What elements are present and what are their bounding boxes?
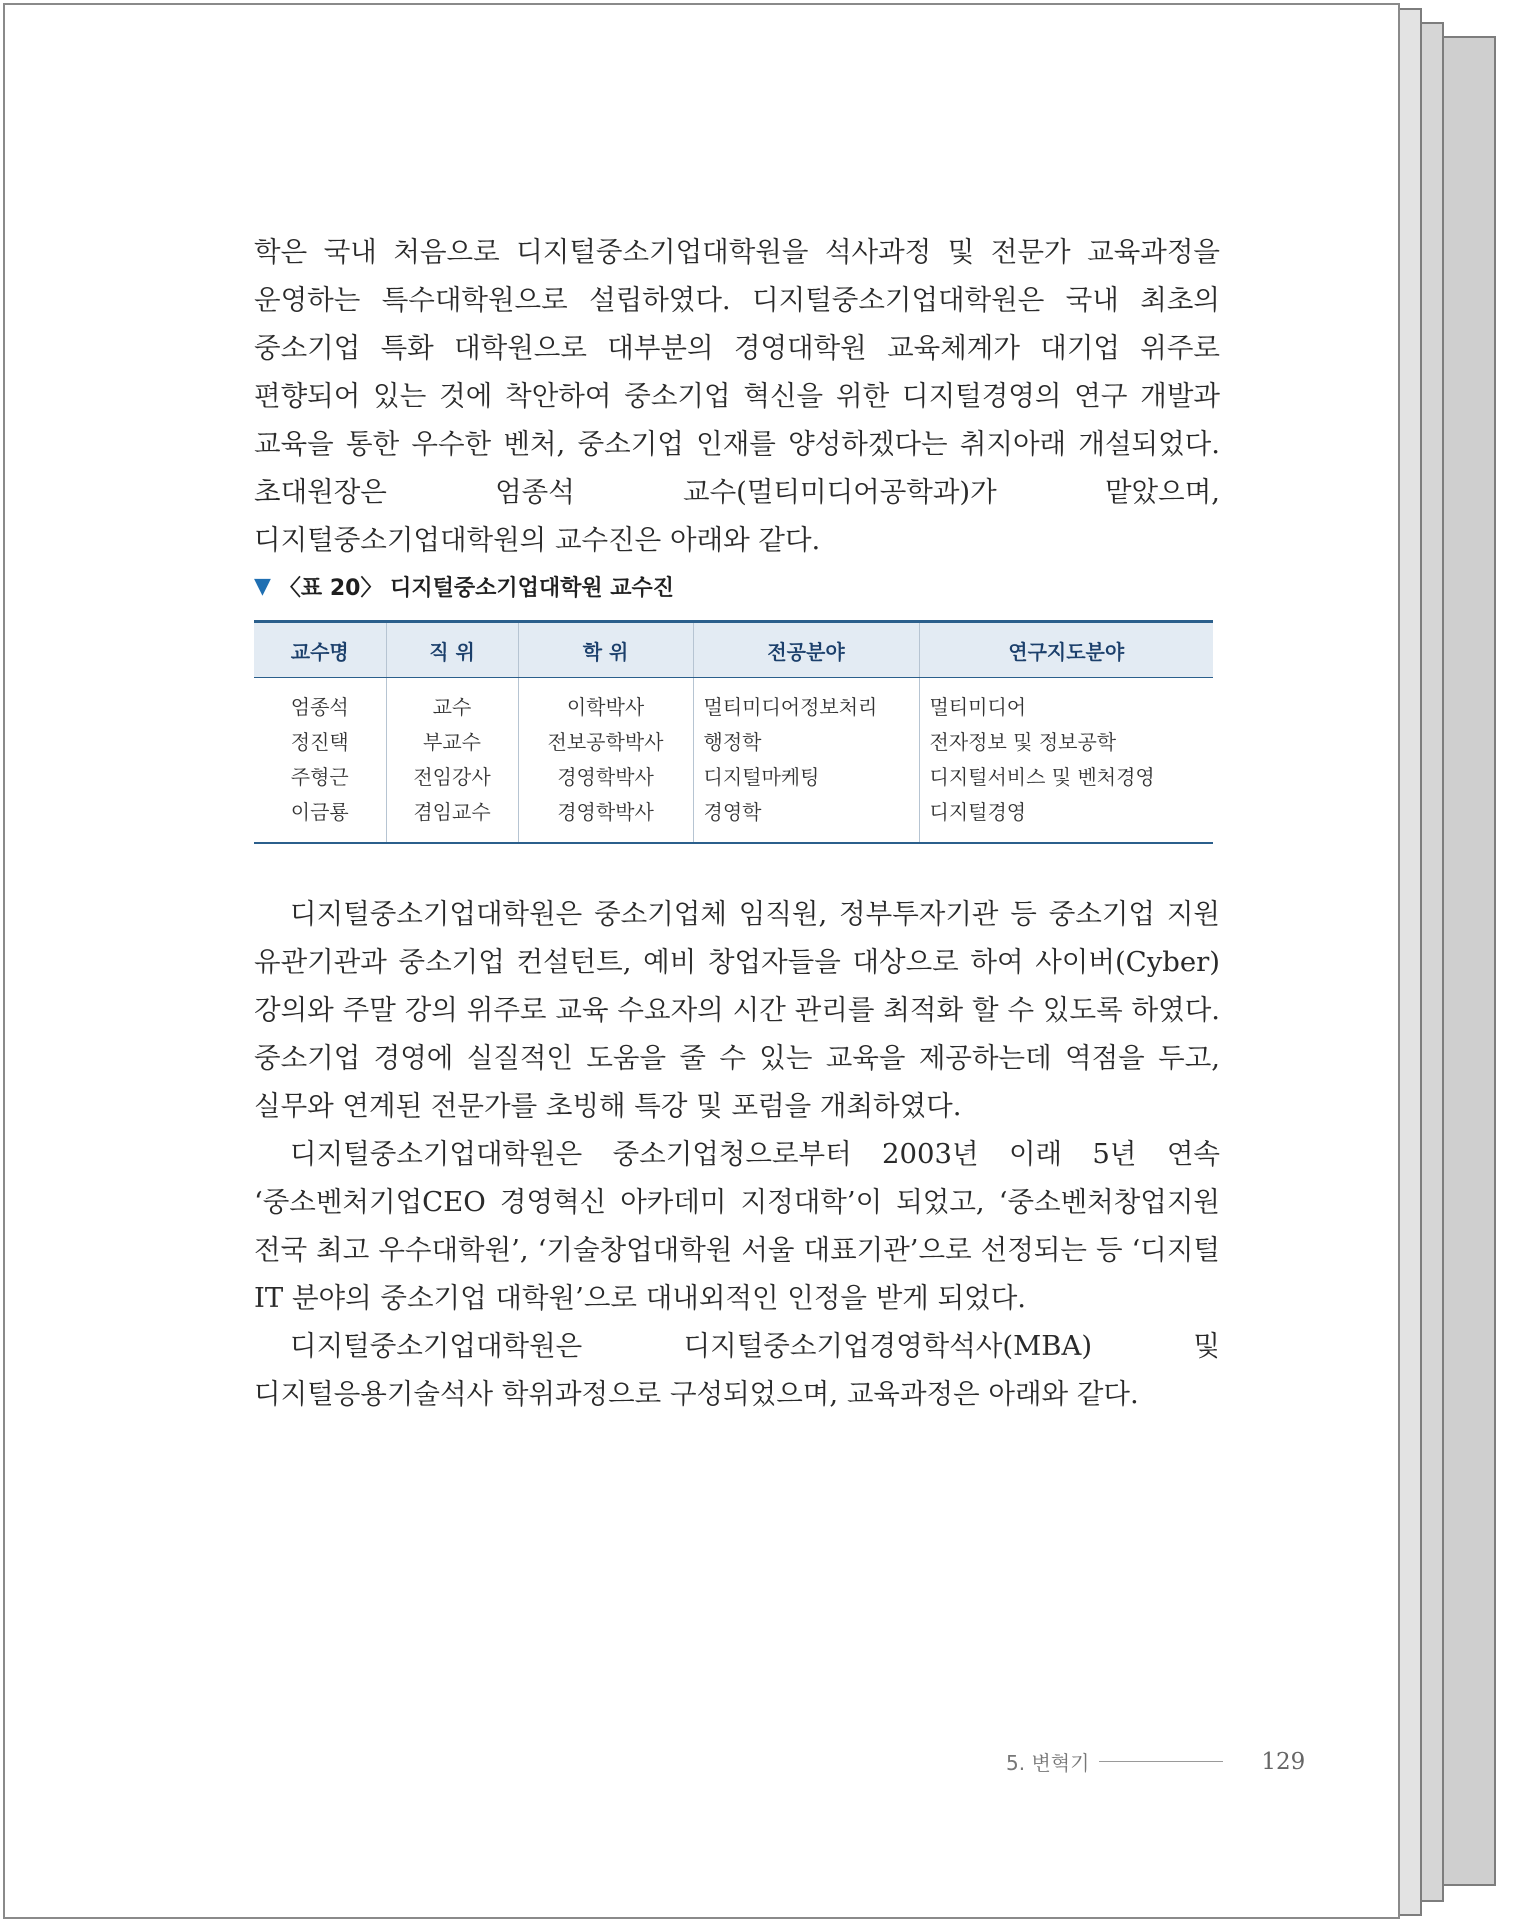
cell-major: 디지털마케팅 — [693, 760, 919, 795]
triangle-down-icon: ▼ — [254, 574, 271, 599]
header-position: 직 위 — [386, 622, 518, 678]
cell-name: 주형근 — [290, 765, 349, 789]
header-degree: 학 위 — [518, 622, 693, 678]
table-row — [254, 760, 1213, 795]
footer-chapter: 5. 변혁기 — [1006, 1751, 1090, 1775]
header-research: 연구지도분야 — [919, 622, 1213, 678]
page-stack-edge — [1440, 36, 1496, 1886]
cell-major: 행정학 — [693, 725, 919, 760]
cell-name: 이금룡 — [254, 795, 386, 843]
faculty-table — [254, 620, 1213, 844]
cell-position: 교수 — [386, 678, 518, 726]
paragraph-intro: 학은 국내 처음으로 디지털중소기업대학원을 석사과정 및 전문가 교육과정을 운영하는 특수대학원으로 설립하였다. 디지털중소기업대학원은 국내 최초의 중소기업 특화 대학원으로 대부분의 경영대학원 교육체계가 대기업 위주로 편향되어 있는 것에 착안하여 중소기업 혁신을 위한 디지털경영의 연구 개발과 교육을 통한 우수한 벤처, 중소기업 인재를 양성하겠다는 취지아래 개설되었다. 초대원장은 엄종석 교수(멀티미디어공학과)가 맡았으며, 디지털중소기업대학원의 교수진은 아래와 같다. — [254, 236, 1220, 556]
table-caption-text: 〈표 20〉 디지털중소기업대학원 교수진 — [278, 576, 675, 601]
table-row — [254, 678, 1213, 726]
table-caption — [254, 571, 674, 602]
header-major: 전공분야 — [693, 622, 919, 678]
paragraph-degrees: 디지털중소기업대학원은 디지털중소기업경영학석사(MBA) 및 디지털응용기술석사 학위과정으로 구성되었으며, 교육과정은 아래와 같다. — [254, 1330, 1220, 1410]
cell-major: 멀티미디어정보처리 — [693, 678, 919, 726]
header-name: 교수명 — [254, 622, 386, 678]
footer-rule — [1099, 1761, 1223, 1762]
body-section — [254, 890, 1220, 1418]
cell-research: 멀티미디어 — [919, 678, 1213, 726]
cell-research: 디지털경영 — [919, 795, 1213, 843]
cell-research: 디지털서비스 및 벤처경영 — [919, 760, 1213, 795]
page-footer — [1006, 1747, 1305, 1776]
cell-name: 정진택 — [290, 730, 349, 754]
cell-name: 엄종석 — [290, 695, 349, 719]
page-number: 129 — [1261, 1748, 1306, 1775]
paragraph-program: 디지털중소기업대학원은 중소기업체 임직원, 정부투자기관 등 중소기업 지원 유관기관과 중소기업 컨설턴트, 예비 창업자들을 대상으로 하여 사이버(Cyber) 강의와 주말 강의 위주로 교육 수요자의 시간 관리를 최적화 할 수 있도록 하였다. 중소기업 경영에 실질적인 도움을 줄 수 있는 교육을 제공하는데 역점을 두고, 실무와 연계된 전문가를 초빙해 특강 및 포럼을 개최하였다. — [254, 898, 1220, 1122]
cell-degree: 전보공학박사 — [518, 725, 693, 760]
cell-degree: 이학박사 — [518, 678, 693, 726]
cell-position: 겸임교수 — [386, 795, 518, 843]
cell-degree: 경영학박사 — [518, 760, 693, 795]
paragraph-awards: 디지털중소기업대학원은 중소기업청으로부터 2003년 이래 5년 연속 ‘중소벤처기업CEO 경영혁신 아카데미 지정대학’이 되었고, ‘중소벤처창업지원 전국 최고 우수대학원’, ‘기술창업대학원 서울 대표기관’으로 선정되는 등 ‘디지털 IT 분야의 중소기업 대학원’으로 대내외적인 인정을 받게 되었다. — [254, 1138, 1220, 1314]
cell-position: 전임강사 — [386, 760, 518, 795]
cell-research: 전자정보 및 정보공학 — [919, 725, 1213, 760]
intro-section — [254, 228, 1220, 564]
cell-major: 경영학 — [693, 795, 919, 843]
table-row — [254, 725, 1213, 760]
table-header-row — [254, 622, 1213, 678]
cell-degree: 경영학박사 — [518, 795, 693, 843]
cell-position: 부교수 — [386, 725, 518, 760]
table-row — [254, 795, 1213, 843]
